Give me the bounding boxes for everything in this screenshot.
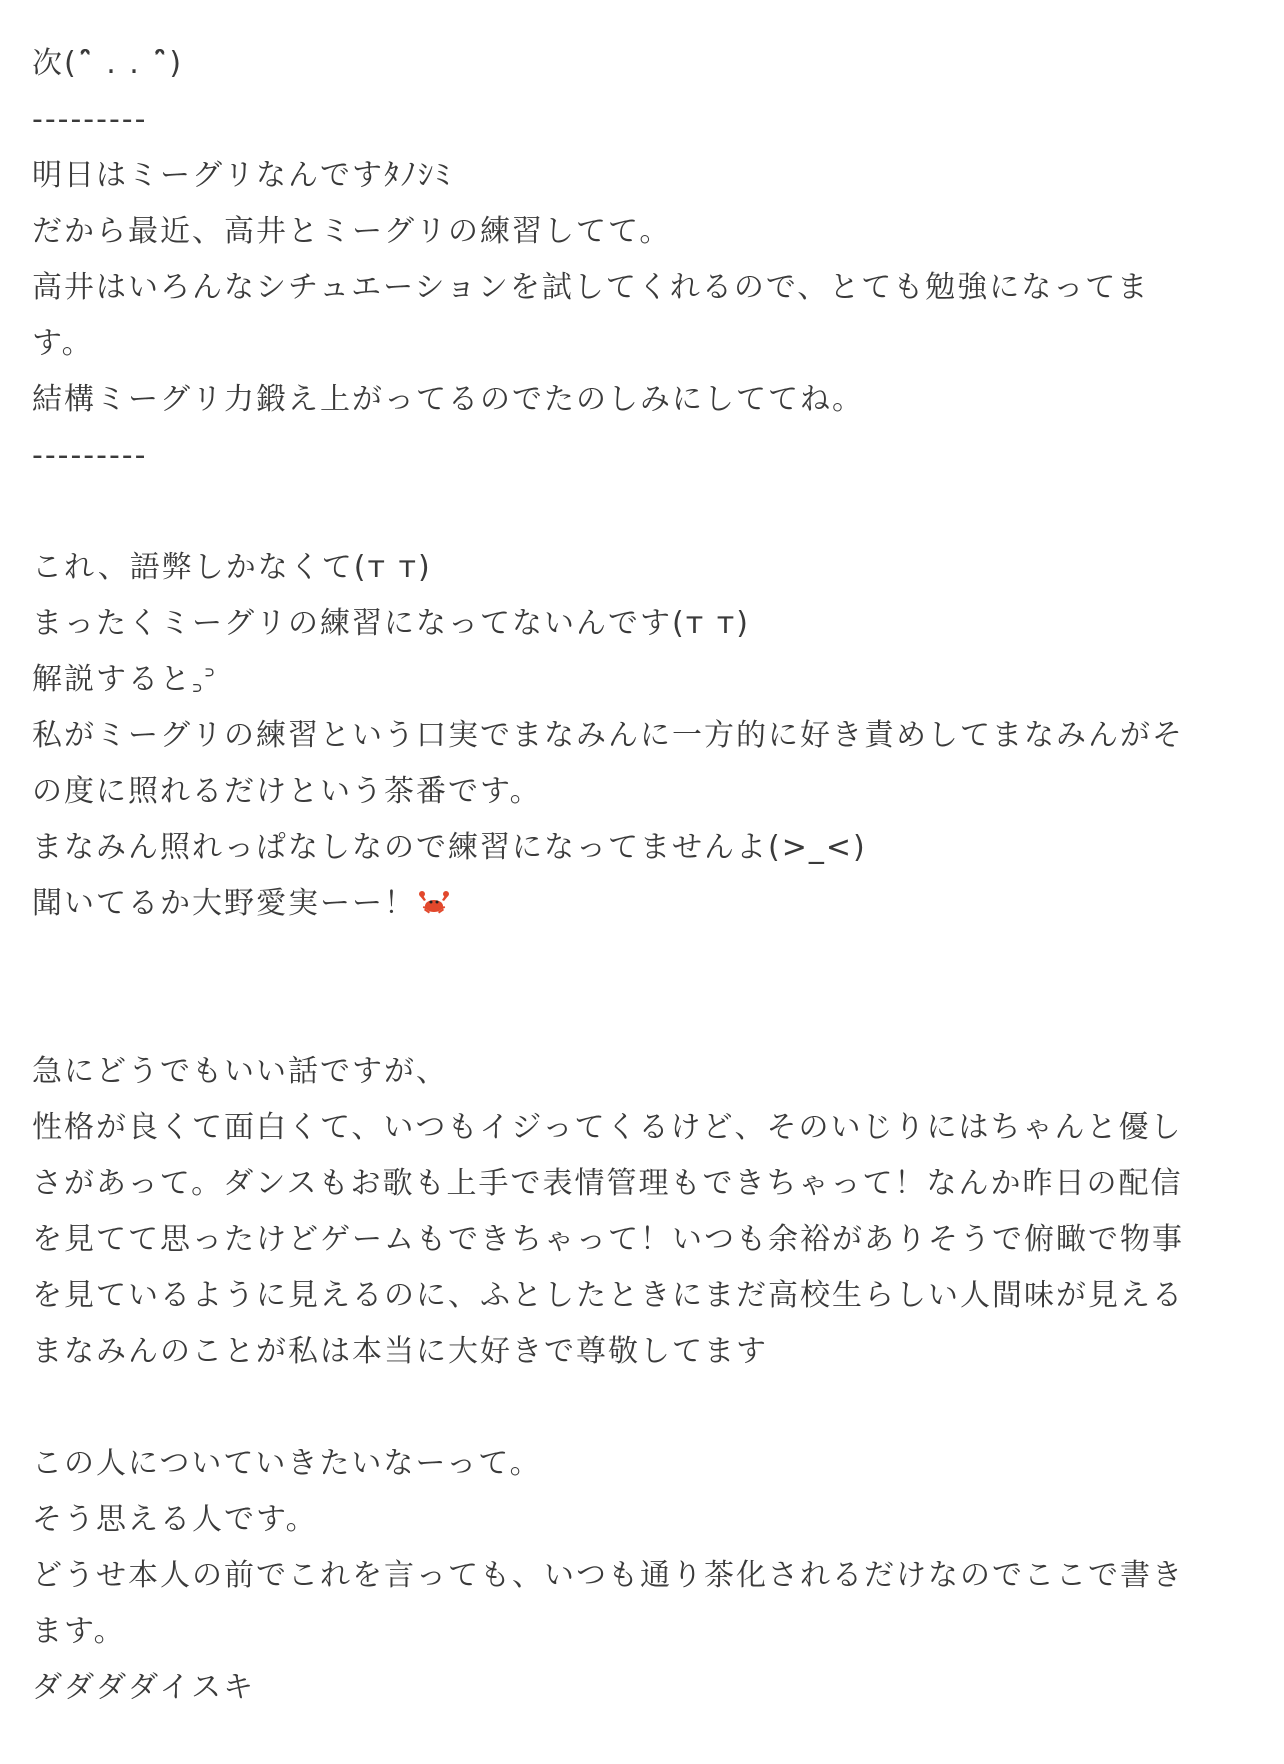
text-line: 聞いてるか大野愛実ーー！ <box>32 886 416 921</box>
blog-post-body <box>32 36 1262 1716</box>
divider-text: --------- <box>32 102 148 137</box>
text-line: 高井はいろんなシチュエーションを試してくれるので、とても勉強になってま <box>32 270 1150 305</box>
text-line: まなみん照れっぱなしなので練習になってませんよ(>_<) <box>32 830 867 865</box>
text-line-with-emoji <box>32 876 1262 932</box>
text-line: ます。 <box>32 1614 126 1649</box>
text-line: さがあって。ダンスもお歌も上手で表情管理もできちゃって！なんか昨日の配信 <box>32 1166 1183 1201</box>
text-line: 性格が良くて面白くて、いつもイジってくるけど、そのいじりにはちゃんと優し <box>32 1110 1183 1145</box>
text-line: 明日はミーグリなんですﾀﾉｼﾐ <box>32 158 452 193</box>
text-line: 私がミーグリの練習という口実でまなみんに一方的に好き責めしてまなみんがそ <box>32 718 1184 753</box>
text-line: だから最近、高井とミーグリの練習してて。 <box>32 214 672 249</box>
text-line: そう思える人です。 <box>32 1502 318 1537</box>
paragraph-spacer <box>32 484 1262 540</box>
text-line: 急にどうでもいい話ですが、 <box>32 1054 448 1089</box>
text-line: ダダダダイスキ <box>32 1670 256 1705</box>
text-line: これ、語弊しかなくて(т т) <box>32 550 432 585</box>
crab-icon <box>418 890 450 916</box>
text-line: す。 <box>32 326 94 361</box>
text-line: を見ているように見えるのに、ふとしたときにまだ高校生らしい人間味が見える <box>32 1278 1184 1313</box>
text-line: の度に照れるだけという茶番です。 <box>32 774 542 809</box>
paragraph-spacer <box>32 1380 1262 1436</box>
divider-text: --------- <box>32 438 148 473</box>
text-line: どうせ本人の前でこれを言っても、いつも通り茶化されるだけなのでここで書き <box>32 1558 1184 1593</box>
text-line: まなみんのことが私は本当に大好きで尊敬してます <box>32 1334 768 1369</box>
paragraph-spacer <box>32 932 1262 1044</box>
text-line: この人についていきたいなーって。 <box>32 1446 542 1481</box>
text-line: を見てて思ったけどゲームもできちゃって！いつも余裕がありそうで俯瞰で物事 <box>32 1222 1184 1257</box>
text-line: 次(ˆ̑ . . ˆ̑) <box>32 46 184 81</box>
text-line: 結構ミーグリ力鍛え上がってるのでたのしみにしててね。 <box>32 382 864 417</box>
text-line: 解説すると꜆꜄ <box>32 662 217 697</box>
text-line: まったくミーグリの練習になってないんです(т т) <box>32 606 750 641</box>
